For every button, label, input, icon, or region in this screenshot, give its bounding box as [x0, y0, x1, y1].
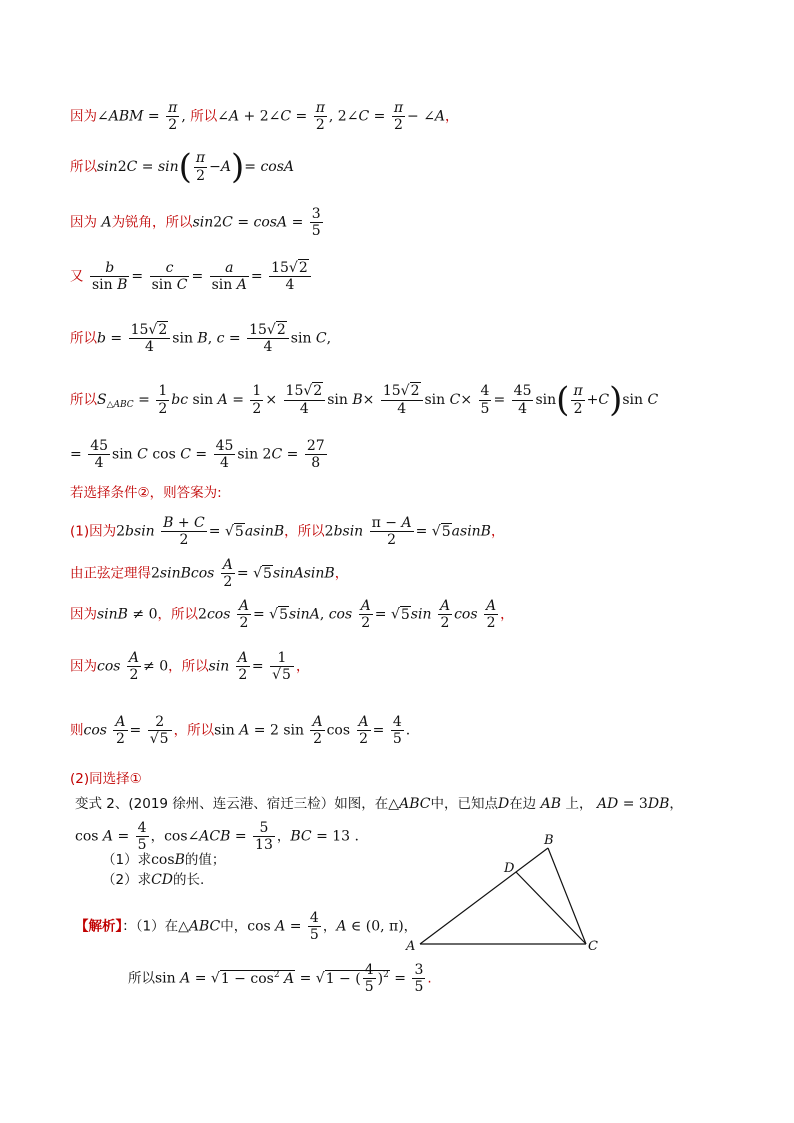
- text-so: 所以: [190, 108, 218, 125]
- text-comma: ，: [334, 565, 349, 582]
- text-so-comma: ，所以: [173, 722, 215, 739]
- frac-a-sinA: $\frac{a}{\text{sin A}}$: [211, 260, 247, 294]
- text-because: 因为: [70, 658, 97, 675]
- frac-3-5: $\frac{3}{5}$: [414, 962, 424, 996]
- side-AB: [420, 848, 548, 944]
- frac-A-2: $\frac{A}{2}$: [238, 598, 249, 632]
- frac-2-root5: $\frac{2}{√5}$: [148, 714, 172, 747]
- frac-A-2: $\frac{A}{2}$: [128, 650, 140, 684]
- question-1: （1）求cosB的值；: [102, 852, 226, 868]
- text-bianshi-mid1: 中，已知点: [430, 796, 498, 812]
- frac-45-4: $\frac{45}{4}$: [90, 438, 109, 472]
- frac-A-2: $\frac{A}{2}$: [222, 557, 233, 591]
- line-7: = $\frac{45}{4}$ sin C cos C = $\frac{45}{4}$ sin 2C = $\frac{27}{8}$: [70, 438, 325, 472]
- text-ze: 则: [70, 722, 84, 739]
- text-q2: （2）求: [102, 872, 152, 888]
- frac-A-2: $\frac{A}{2}$: [485, 598, 497, 632]
- frac-15root2-4: $\frac{15√2}{4}$: [129, 322, 171, 355]
- frac-15root2-4: $\frac{15√2}{4}$: [284, 383, 326, 416]
- line-15: 变式 2、(2019 徐州、连云港、宿迁三检）如图，在△ABC中，已知点D在边 AB 上， AD = 3DB，: [75, 796, 683, 812]
- label-C: C: [588, 939, 598, 954]
- label-B: B: [544, 833, 554, 848]
- frac-pi-2: $\frac{\pi}{2}$: [168, 100, 178, 134]
- frac-piA-2: $\frac{\pi - A}{2}$: [371, 515, 412, 549]
- text-so: 所以: [70, 330, 97, 347]
- frac-4-5: $\frac{4}{5}$: [364, 962, 374, 996]
- text-q1: （1）求: [102, 852, 152, 868]
- solution-line-1: 【解析】：（1）在△ABC中，cos A = $\frac{4}{5}$ ，A ∈ (0, π)，: [75, 910, 418, 944]
- frac-45-4: $\frac{45}{4}$: [215, 438, 234, 472]
- line-6: 所以$S_{\triangle ABC}$ = $\frac{1}{2}$ bc sin A = $\frac{1}{2}$ × $\frac{15√2}{4}$ sin B× $\frac{15√2}{4}$ sin C× $\frac{4}{5}$ = $\frac{45}{4}$ sin( $\frac{\pi}{2}$ +C)sin C: [70, 380, 659, 420]
- line-13: 则cos $\frac{A}{2}$ = $\frac{2}{√5}$ ，所以sin A = 2 sin $\frac{A}{2}$ cos $\frac{A}{2}$ = $\frac{4}{5}$ .: [70, 714, 411, 748]
- line-14: [70, 772, 142, 787]
- text-q1-end: 的值；: [184, 852, 226, 868]
- frac-4-5: $\frac{4}{5}$: [309, 910, 319, 944]
- text-so: 所以: [70, 392, 97, 408]
- frac-c-sinC: $\frac{c}{\text{sin C}}$: [151, 260, 188, 294]
- text-so-comma: ，所以: [284, 523, 325, 540]
- solution-line-2: 所以$\sin A = √1 - \cos^2 A = √1$ − ( $\frac{4}{5}$ )$^2$ = $\frac{3}{5}$ .: [128, 962, 432, 996]
- label-A: A: [406, 939, 416, 954]
- line-8: [70, 486, 222, 501]
- frac-pi-2: $\frac{\pi}{2}$: [573, 383, 583, 417]
- frac-A-2: $\frac{A}{2}$: [312, 714, 323, 748]
- text-so-comma: ，所以: [168, 658, 209, 675]
- line-12: 因为cos $\frac{A}{2}$ ≠ 0，所以sin $\frac{A}{2}$ = $\frac{1}{√5}$ ，: [70, 650, 310, 684]
- text-so-comma: ，所以: [157, 606, 199, 623]
- text-bianshi-mid2: 在边: [509, 796, 537, 812]
- line-16: cos A = $\frac{4}{5}$ ，cos∠ACB = $\frac{5}{13}$ ，BC = 13 .: [75, 820, 359, 854]
- text-you: 又: [70, 268, 84, 285]
- text-so: 所以: [128, 970, 155, 987]
- frac-1-2: $\frac{1}{2}$: [252, 383, 262, 417]
- frac-A-2: $\frac{A}{2}$: [360, 598, 371, 632]
- frac-1-2: $\frac{1}{2}$: [158, 383, 168, 417]
- frac-A-2: $\frac{A}{2}$: [237, 650, 248, 684]
- side-BC: [548, 848, 586, 944]
- label-D: D: [504, 861, 515, 876]
- frac-45-4: $\frac{45}{4}$: [513, 383, 532, 417]
- text-jiexi-colon: ：: [122, 918, 136, 935]
- frac-A-2: $\frac{A}{2}$: [358, 714, 369, 748]
- line-5: 所以b = $\frac{15√2}{4}$ sin B, c = $\frac{15√2}{4}$ sin C,: [70, 322, 332, 356]
- text-so: 所以: [70, 159, 97, 175]
- text-by-sine-rule: 由正弦定理得: [70, 565, 151, 582]
- text-because: 因为: [70, 214, 97, 231]
- question-2: （2）求CD的长.: [102, 872, 205, 888]
- frac-1-root5: $\frac{1}{√5}$: [270, 650, 294, 683]
- text-because: 因为: [70, 108, 97, 125]
- line-9: (1)因为2bsin $\frac{B + C}{2}$ = √5asinB，所以2bsin $\frac{\pi - A}{2}$ = √5asinB，: [70, 515, 505, 549]
- frac-15root2-4: $\frac{15√2}{4}$: [269, 260, 311, 293]
- frac-pi-2: $\frac{\pi}{2}$: [393, 100, 404, 134]
- text-because: 因为: [70, 606, 97, 623]
- frac-15root2-4: $\frac{15√2}{4}$: [381, 383, 423, 416]
- text-comma: ，: [490, 523, 505, 540]
- frac-pi-2: $\frac{\pi}{2}$: [195, 150, 206, 184]
- frac-15root2-4: $\frac{15√2}{4}$: [247, 322, 289, 355]
- line-11: 因为sinB ≠ 0，所以2cos $\frac{A}{2}$ = √5sinA, cos $\frac{A}{2}$ = √5sin $\frac{A}{2}$ cos $\frac{A}{2}$ ，: [70, 598, 514, 632]
- frac-4-5: $\frac{4}{5}$: [137, 820, 147, 854]
- line-10: 由正弦定理得2sinBcos $\frac{A}{2}$ = √5sinAsinB，: [70, 557, 349, 591]
- frac-A-2: $\frac{A}{2}$: [439, 598, 451, 632]
- text-bianshi-mid3: 上，: [565, 796, 593, 812]
- frac-A-2: $\frac{A}{2}$: [115, 714, 126, 748]
- text-comma: ，: [500, 606, 514, 623]
- text-q2-end: 的长.: [173, 872, 205, 888]
- frac-5-13: $\frac{5}{13}$: [255, 820, 273, 854]
- text-if-choose2: 若选择条件②，则答案为:: [70, 485, 222, 501]
- line-3: 因为 A为锐角，所以sin2C = cosA = $\frac{3}{5}$: [70, 206, 321, 240]
- frac-BC-2: $\frac{B + C}{2}$: [163, 515, 205, 549]
- text-jiexi-zhong: 中，: [220, 918, 248, 935]
- frac-3-5: $\frac{3}{5}$: [311, 206, 321, 240]
- text-comma: ，: [445, 108, 459, 125]
- frac-4-5: $\frac{4}{5}$: [480, 383, 490, 417]
- frac-4-5: $\frac{4}{5}$: [392, 714, 402, 748]
- text-is-acute: 为锐角，所以: [111, 214, 193, 231]
- segment-CD: [516, 872, 586, 944]
- text-jiexi-in: （1）在: [135, 918, 179, 935]
- line-1: 因为∠ABM = $\frac{\pi}{2}$ , 所以∠A + 2∠C = $\frac{\pi}{2}$ , 2∠C = $\frac{\pi}{2}$ − ∠A，: [70, 100, 459, 134]
- line-4: 又 $\frac{b}{\text{sin B}}$ = $\frac{c}{\text{sin C}}$ = $\frac{a}{\text{sin A}}$ = $\frac{15√2}{4}$: [70, 260, 313, 293]
- frac-27-8: $\frac{27}{8}$: [306, 438, 325, 472]
- line-2: 所以sin2C = sin( $\frac{\pi}{2}$ −A)= cosA: [70, 147, 295, 187]
- frac-pi-2: $\frac{\pi}{2}$: [315, 100, 325, 134]
- text-jiexi: 【解析】: [75, 918, 123, 935]
- text-p1-because: (1)因为: [70, 523, 117, 540]
- triangle-figure: [400, 830, 620, 960]
- text-comma: ，: [295, 658, 310, 675]
- text-p2-same: (2)同选择①: [70, 771, 142, 787]
- frac-b-sinB: $\frac{b}{\text{sin B}}$: [91, 260, 128, 294]
- text-bianshi: 变式 2、(2019 徐州、连云港、宿迁三检）如图，在: [75, 796, 389, 812]
